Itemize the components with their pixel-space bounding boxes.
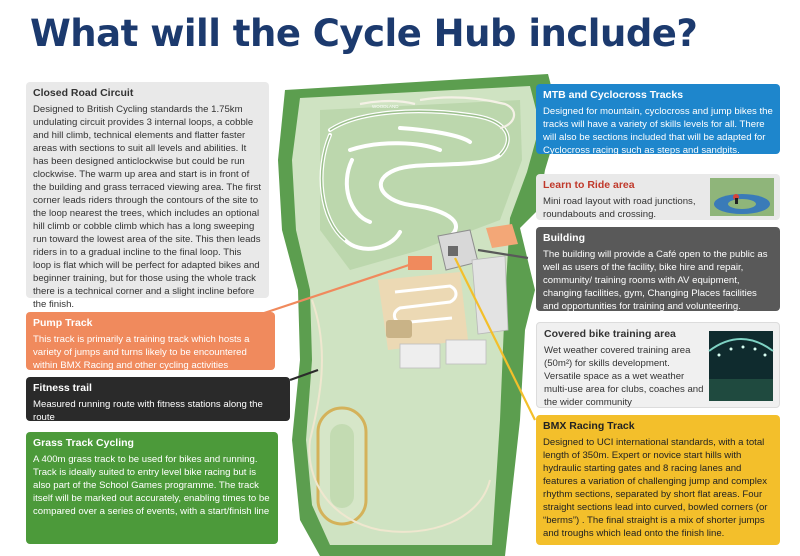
building-heading: Building [543,232,585,244]
mtb-body: Designed for mountain, cyclocross and jump bikes the tracks will have a variety of skills levels for all. There will also be sections included that will be adapted for Cyclocross racing such as steps and sandpits. [543,105,773,156]
fitness-heading: Fitness trail [33,382,92,394]
mtb-heading: MTB and Cyclocross Tracks [543,89,684,101]
closed-road-body: Designed to British Cycling standards the 1.75km undulating circuit provides 3 internal loops, a cobble and hill climb, technical elements and flatter faster areas with sections to suit all levels and abilities. It has been designed anticlockwise but could be run clockwise. The warm up area and start is in front of the building and grass terraced viewing area. The first corner leads riders through the contours of the site to the loop nearest the trees, which includes an optional hill climb or cobble climb which has a long sweeping run toward the lowest area of the site. This then leads riders in to a gradual incline to the final loop. This loop is flat which will be perfect for adapted bikes and beginner training, but for those using the whole track there is a technical corner and a slight incline before the finish. [33,103,262,311]
pump-track-box [26,312,275,370]
courts [400,344,440,368]
pump-body: This track is primarily a training track which hosts a variety of jumps and turns likely to be encountered within BMX Racing and other cycling activities [33,333,250,371]
woodland-label: WOODLAND [372,104,399,109]
grass-body: A 400m grass track to be used for bikes and running. Track is ideally suited to entry level bike racing but is also part of the School Games programme. The track itself will be marked out accurately, enabling times to be compared over a series of events, with a start/finish line [33,453,270,517]
page-title: What will the Cycle Hub include? [30,12,698,55]
fitness-trail-box [26,377,290,421]
covered-body: Wet weather covered training area (50m²) for skills development. Versatile space as a wet weather multi-use area for clubs, coaches and the wider community [544,344,704,408]
grass-heading: Grass Track Cycling [33,437,134,449]
bmx-heading: BMX Racing Track [543,420,635,432]
closed-road-circuit-box [26,82,269,311]
learn-to-ride-box [536,174,780,220]
learn-heading: Learn to Ride area [543,179,635,191]
covered-area-photo [709,331,773,401]
learn-to-ride-photo [710,178,774,216]
mtb-box [536,84,780,154]
pump-heading: Pump Track [33,317,93,329]
covered-heading: Covered bike training area [544,328,676,340]
closed-road-heading: Closed Road Circuit [33,87,134,99]
bmx-track-box [536,415,780,545]
covered-area-box [536,322,780,408]
car-park [472,256,508,334]
building-box [536,227,780,311]
learn-body: Mini road layout with road junctions, roundabouts and crossing. [543,195,696,220]
grass-track-box [26,432,278,544]
pump-track-pad [386,320,412,338]
bmx-body: Designed to UCI international standards, with a total length of 350m. Expert or novice start hills with hydraulic starting gates and 8 racing lanes and features a variation of challenging jump and complex rhythm sections, separated by short flat areas. Four straight sections lead into curved, bowled corners (or “berms”) . The final straight is a mix of shorter jumps and troughs which lead onto the finish line. [543,436,768,539]
building-body: The building will provide a Café open to the public as well as users of the facility, bike hire and repair, community/ training rooms with AV equipment, changing facilities, gym, Changing Places facilities and opportunities for training and volunteering. [543,248,768,312]
fitness-body: Measured running route with fitness stations along the route [33,398,263,423]
